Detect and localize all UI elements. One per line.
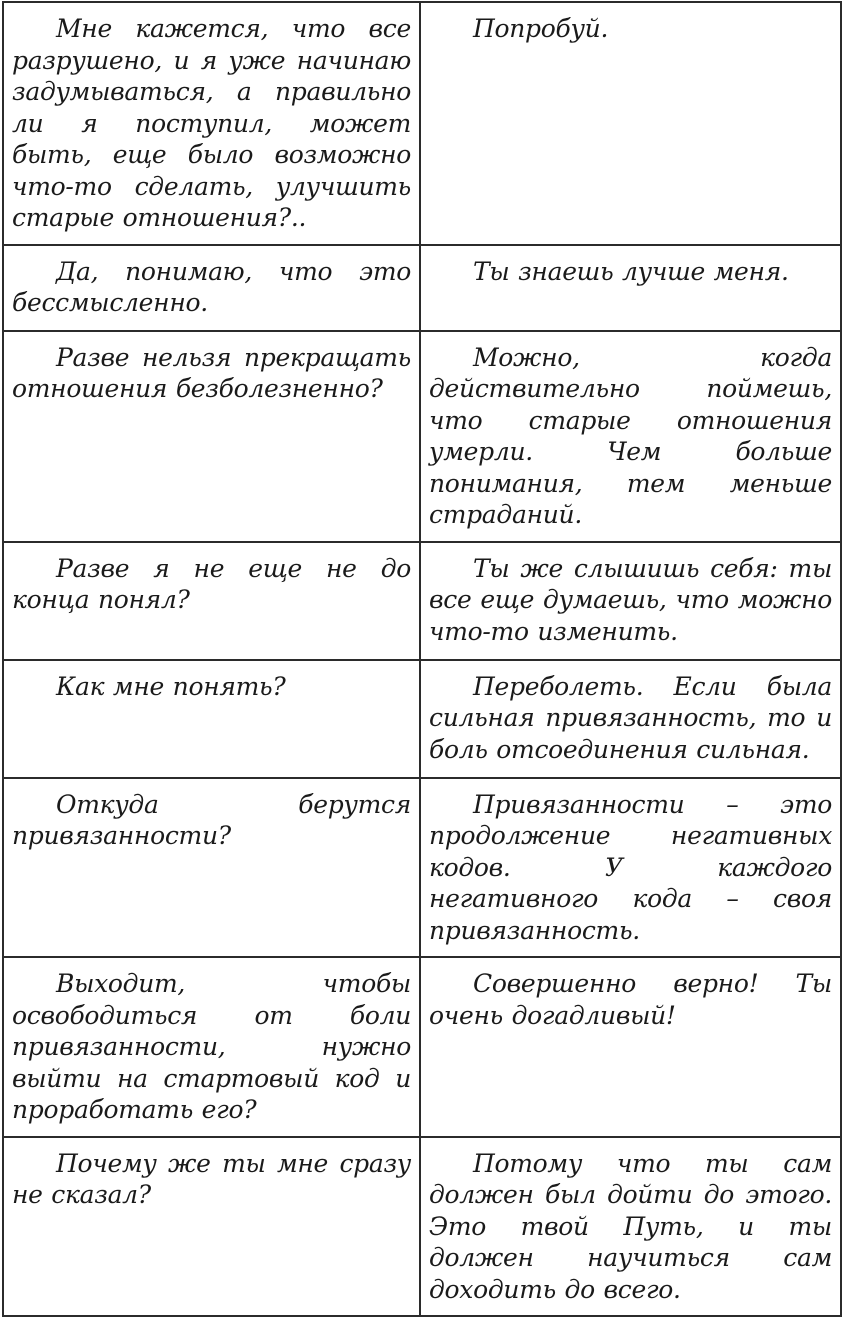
dialogue-table <box>2 1 842 1317</box>
question-cell: Откуда берутся привязанности? <box>3 778 420 958</box>
answer-cell: Потому что ты сам должен был дойти до этого. Это твой Путь, и ты должен научиться сам доходить до всего. <box>420 1137 841 1317</box>
answer-cell: Совершенно верно! Ты очень догадливый! <box>420 957 841 1137</box>
dialogue-row <box>3 542 841 660</box>
answer-cell: Попробуй. <box>420 2 841 245</box>
dialogue-row <box>3 778 841 958</box>
question-cell: Да, понимаю, что это бессмысленно. <box>3 245 420 331</box>
dialogue-row <box>3 957 841 1137</box>
question-cell: Разве нельзя прекращать отношения безболезненно? <box>3 331 420 542</box>
dialogue-row <box>3 660 841 778</box>
question-cell: Как мне понять? <box>3 660 420 778</box>
dialogue-row <box>3 245 841 331</box>
question-cell: Разве я не еще не до конца понял? <box>3 542 420 660</box>
answer-cell: Можно, когда действительно поймешь, что старые отношения умерли. Чем больше понимания, тем меньше страданий. <box>420 331 841 542</box>
question-cell: Почему же ты мне сразу не сказал? <box>3 1137 420 1317</box>
question-cell: Выходит, чтобы освободиться от боли привязанности, нужно выйти на стартовый код и проработать его? <box>3 957 420 1137</box>
dialogue-row <box>3 2 841 245</box>
answer-cell: Ты же слышишь себя: ты все еще думаешь, что можно что-то изменить. <box>420 542 841 660</box>
question-cell: Мне кажется, что все разрушено, и я уже начинаю задумываться, а правильно ли я поступил, может быть, еще было возможно что-то сделать, улучшить старые отношения?.. <box>3 2 420 245</box>
answer-cell: Привязанности – это продолжение негативных кодов. У каждого негативного кода – своя привязанность. <box>420 778 841 958</box>
dialogue-row <box>3 331 841 542</box>
dialogue-row <box>3 1137 841 1317</box>
answer-cell: Переболеть. Если была сильная привязанность, то и боль отсоединения сильная. <box>420 660 841 778</box>
answer-cell: Ты знаешь лучше меня. <box>420 245 841 331</box>
